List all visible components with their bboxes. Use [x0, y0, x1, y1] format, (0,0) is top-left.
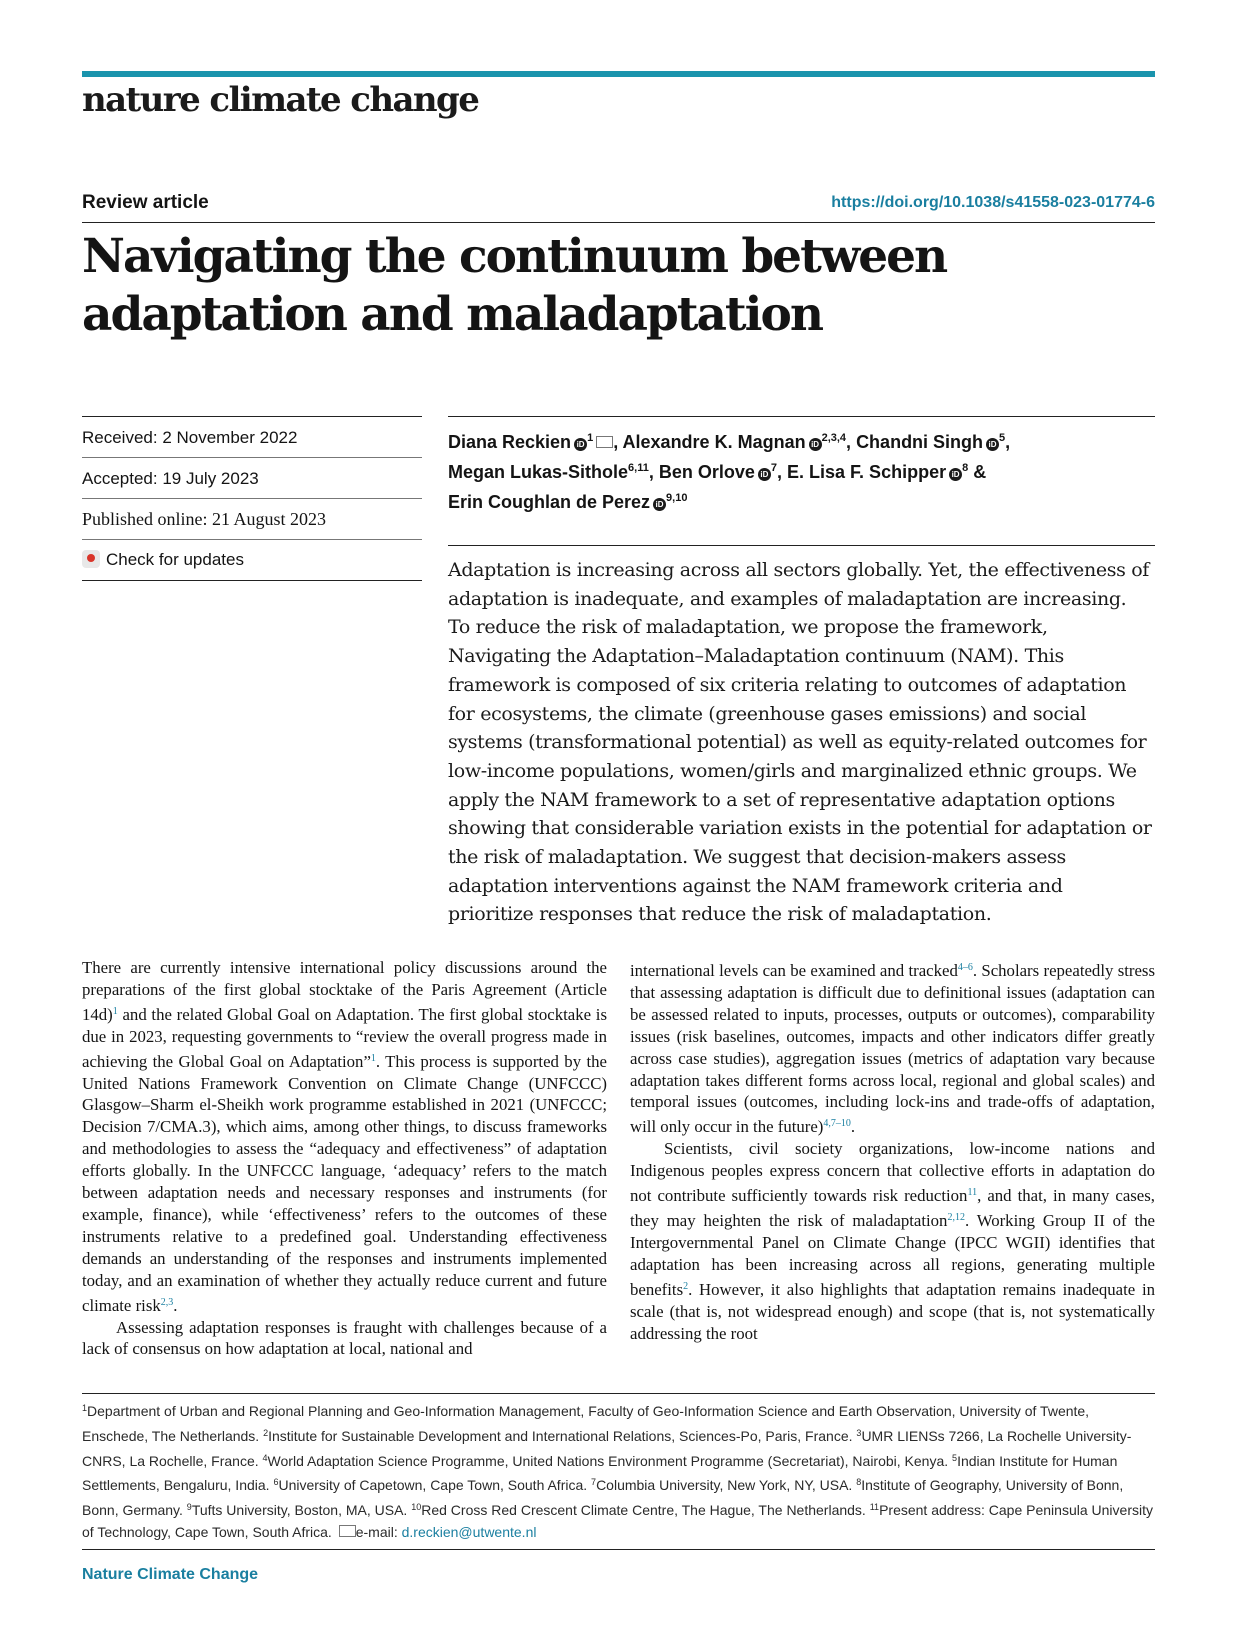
affiliation-text: University of Capetown, Cape Town, South Africa.	[278, 1477, 592, 1494]
affiliation-text: Department of Urban and Regional Planning and Geo-Information Management, Faculty of Geo-Information Science and Earth Observation, University of Twente, Enschede, The Netherlands.	[82, 1403, 1090, 1444]
journal-logo: nature climate change	[82, 80, 479, 120]
body-text: Scientists, civil society organizations, low-income nations and Indigenous peoples express concern that collective efforts in adaptation do not contribute sufficiently towards risk reduction	[630, 1139, 1155, 1206]
author-line	[448, 485, 1148, 515]
citation-link[interactable]: 1	[370, 1052, 376, 1064]
affiliation-text: Present address: Cape Peninsula University of Technology, Cape Town, South Africa.	[82, 1502, 1153, 1540]
footer-journal-name: Nature Climate Change	[82, 1566, 259, 1583]
check-updates-button[interactable]	[82, 550, 244, 570]
body-text: .	[173, 1295, 178, 1315]
affiliation-text: Tufts University, Boston, MA, USA.	[191, 1502, 412, 1519]
body-paragraph	[630, 1138, 1155, 1344]
affiliation-text: Red Cross Red Crescent Climate Centre, The Hague, The Netherlands.	[421, 1502, 870, 1519]
body-text: international levels can be examined and tracked	[630, 961, 958, 980]
article-type: Review article	[82, 192, 209, 213]
author-name[interactable]: Diana Reckien	[448, 432, 572, 452]
author-affiliation-sup: 8	[962, 462, 969, 474]
orcid-icon[interactable]: iD	[809, 438, 822, 451]
abstract: Adaptation is increasing across all sectors globally. Yet, the effectiveness of adaptation is inadequate, and examples of maladaptation are increasing. To reduce the risk of maladaptation, we propose the framework, Navigating the Adaptation–Maladaptation continuum (NAM). This framework is composed of six criteria relating to outcomes of adaptation for ecosystems, the climate (greenhouse gases emissions) and social systems (transformational potential) as well as equity-related outcomes for low-income populations, women/girls and marginalized ethnic groups. We apply the NAM framework to a set of representative adaptation options showing that considerable variation exists in the potential for adaptation or the risk of maladaptation. We suggest that decision-makers assess adaptation interventions against the NAM framework criteria and prioritize responses that reduce the risk of maladaptation.	[448, 559, 1152, 926]
author-line	[448, 425, 1148, 455]
received-date: Received: 2 November 2022	[82, 428, 298, 447]
author-separator: &	[968, 462, 987, 482]
authors-rule-top	[448, 416, 1155, 417]
affiliation-number: 10	[411, 1502, 422, 1513]
author-affiliation-sup: 2,3,4	[821, 432, 847, 444]
author-list	[448, 425, 1148, 515]
author-affiliation-sup: 7	[770, 462, 778, 474]
affiliation-text: Indian Institute for Human Settlements, Bengaluru, India.	[82, 1452, 1118, 1494]
affiliation-text: Columbia University, New York, NY, USA.	[596, 1477, 857, 1494]
meta-rule	[82, 539, 422, 540]
author-name[interactable]: Erin Coughlan de Perez	[448, 492, 651, 512]
body-text: .	[850, 1117, 856, 1137]
body-text: Assessing adaptation responses is fraught with challenges because of a lack of consensus on how adaptation at local, national and	[82, 1317, 607, 1359]
top-accent-rule	[82, 71, 1155, 77]
body-text: . Working Group II of the Intergovernmental Panel on Climate Change (IPCC WGII) identifies that adaptation has been increasing across all regions, generating multiple benefits	[630, 1210, 1155, 1299]
affiliation-number: 4	[262, 1452, 268, 1463]
footnote-rule	[82, 1393, 1155, 1394]
affiliation-number: 8	[856, 1477, 862, 1488]
meta-rule	[82, 457, 422, 458]
affiliations	[82, 1398, 1157, 1544]
author-affiliation-sup: 9,10	[666, 492, 688, 504]
email-icon[interactable]	[596, 436, 613, 448]
body-text: . However, it also highlights that adaptation remains inadequate in scale (that is, not widespread enough) and scope (that is, not systematically addressing the root	[630, 1279, 1155, 1343]
check-updates-icon	[82, 550, 100, 568]
accepted-date: Accepted: 19 July 2023	[82, 469, 259, 488]
body-text: There are currently intensive international policy discussions around the preparations of the first global stocktake of the Paris Agreement (Article 14d)	[82, 958, 607, 1024]
orcid-icon[interactable]: iD	[949, 468, 962, 481]
published-date: Published online: 21 August 2023	[82, 509, 327, 529]
citation-link[interactable]: 2,3	[160, 1296, 174, 1308]
affiliation-text: UMR LIENSs 7266, La Rochelle University-CNRS, La Rochelle, France.	[82, 1427, 1132, 1469]
meta-rule-top	[82, 416, 422, 417]
affiliation-text: World Adaptation Science Programme, United Nations Environment Programme (Secretariat), Nairobi, Kenya.	[267, 1452, 953, 1469]
meta-rule-bottom	[82, 580, 422, 581]
author-affiliation-sup: 1	[587, 432, 594, 444]
body-text: . This process is supported by the United Nations Framework Convention on Climate Change (UNFCCC) Glasgow–Sharm el-Sheikh work programme established in 2021 (UNFCCC; Decision 7/CMA.3), which aims, among other things, to discuss frameworks and methodologies to assess the “adequacy and effectiveness” of adaptation efforts globally. In the UNFCCC language, ‘adequacy’ refers to the match between adaptation needs and necessary responses and instruments (for example, finance), while ‘effectiveness’ refers to the outcomes of these instruments relative to a predefined goal. Understanding effectiveness demands an understanding of the responses and instruments implemented today, and an examination of whether they actually reduce current and future climate risk	[82, 1051, 607, 1315]
email-icon	[339, 1525, 356, 1537]
orcid-icon[interactable]: iD	[986, 438, 999, 451]
citation-link[interactable]: 2,12	[947, 1211, 965, 1223]
affiliation-number: 2	[263, 1427, 269, 1438]
author-separator: ,	[846, 432, 857, 452]
author-separator: ,	[777, 462, 788, 482]
body-column-right	[630, 957, 1155, 1344]
citation-link[interactable]: 11	[967, 1187, 978, 1199]
email-label: e-mail:	[355, 1523, 402, 1540]
affiliation-number: 1	[82, 1403, 88, 1413]
body-paragraph	[82, 957, 607, 1317]
title-line-1: Navigating the continuum between	[82, 229, 947, 284]
body-column-left	[82, 957, 607, 1360]
citation-link[interactable]: 1	[112, 1005, 118, 1017]
citation-link[interactable]: 4,7–10	[823, 1118, 851, 1130]
body-text: , and that, in many cases, they may heighten the risk of maladaptation	[630, 1186, 1155, 1230]
affiliation-text: Institute of Geography, University of Bonn, Bonn, Germany.	[82, 1477, 1124, 1519]
affiliation-text: Institute for Sustainable Development and International Relations, Sciences-Po, Paris, France.	[268, 1427, 857, 1444]
citation-link[interactable]: 4–6	[957, 962, 973, 973]
citation-link[interactable]: 2	[683, 1280, 689, 1292]
author-affiliation-sup: 6,11	[628, 462, 649, 474]
affiliation-number: 7	[591, 1477, 597, 1488]
author-name[interactable]: Ben Orlove	[658, 462, 755, 482]
affiliation-number: 11	[869, 1502, 880, 1513]
author-name[interactable]: Chandni Singh	[856, 432, 984, 452]
meta-rule	[82, 498, 422, 499]
body-paragraph	[82, 1317, 607, 1361]
affiliation-number: 6	[273, 1477, 279, 1488]
title-line-2: adaptation and maladaptation	[82, 287, 823, 342]
author-separator: ,	[648, 462, 659, 482]
author-affiliation-sup: 5	[999, 432, 1006, 444]
body-text: . Scholars repeatedly stress that assessing adaptation is difficult due to definitional issues (adaptation can be assessed related to inputs, processes, outputs or outcomes), comparability issues (risk baselines, outcomes, impacts and other indicators differ greatly across case studies), aggregation issues (metrics of adaptation vary because adaptation takes different forms across local, regional and global scales) and temporal issues (outcomes, including lock-ins and trade-offs of adaptation, will only occur in the future)	[630, 961, 1155, 1137]
orcid-icon[interactable]: iD	[653, 498, 666, 511]
abstract-rule	[448, 545, 1155, 546]
header-divider	[82, 222, 1155, 223]
affiliation-number: 3	[856, 1427, 862, 1438]
author-name[interactable]: Megan Lukas-Sithole	[448, 462, 629, 482]
email-link[interactable]: d.reckien@utwente.nl	[401, 1523, 537, 1540]
orcid-icon[interactable]: iD	[758, 468, 771, 481]
author-name[interactable]: Alexandre K. Magnan	[622, 432, 806, 452]
footer-rule	[82, 1549, 1155, 1550]
author-line	[448, 455, 1148, 485]
affiliation-number: 9	[186, 1502, 192, 1513]
author-name[interactable]: E. Lisa F. Schipper	[787, 462, 947, 482]
body-text: and the related Global Goal on Adaptation. The first global stocktake is due in 2023, requesting governments to “review the overall progress made in achieving the Global Goal on Adaptation”	[82, 1004, 607, 1071]
article-title	[82, 228, 1162, 344]
author-separator: ,	[613, 432, 623, 452]
affiliation-number: 5	[952, 1452, 958, 1463]
doi-link[interactable]: https://doi.org/10.1038/s41558-023-01774-6	[831, 194, 1155, 211]
orcid-icon[interactable]: iD	[574, 438, 587, 451]
body-paragraph	[630, 957, 1155, 1138]
check-updates-label: Check for updates	[106, 550, 244, 569]
author-separator: ,	[1005, 432, 1011, 452]
